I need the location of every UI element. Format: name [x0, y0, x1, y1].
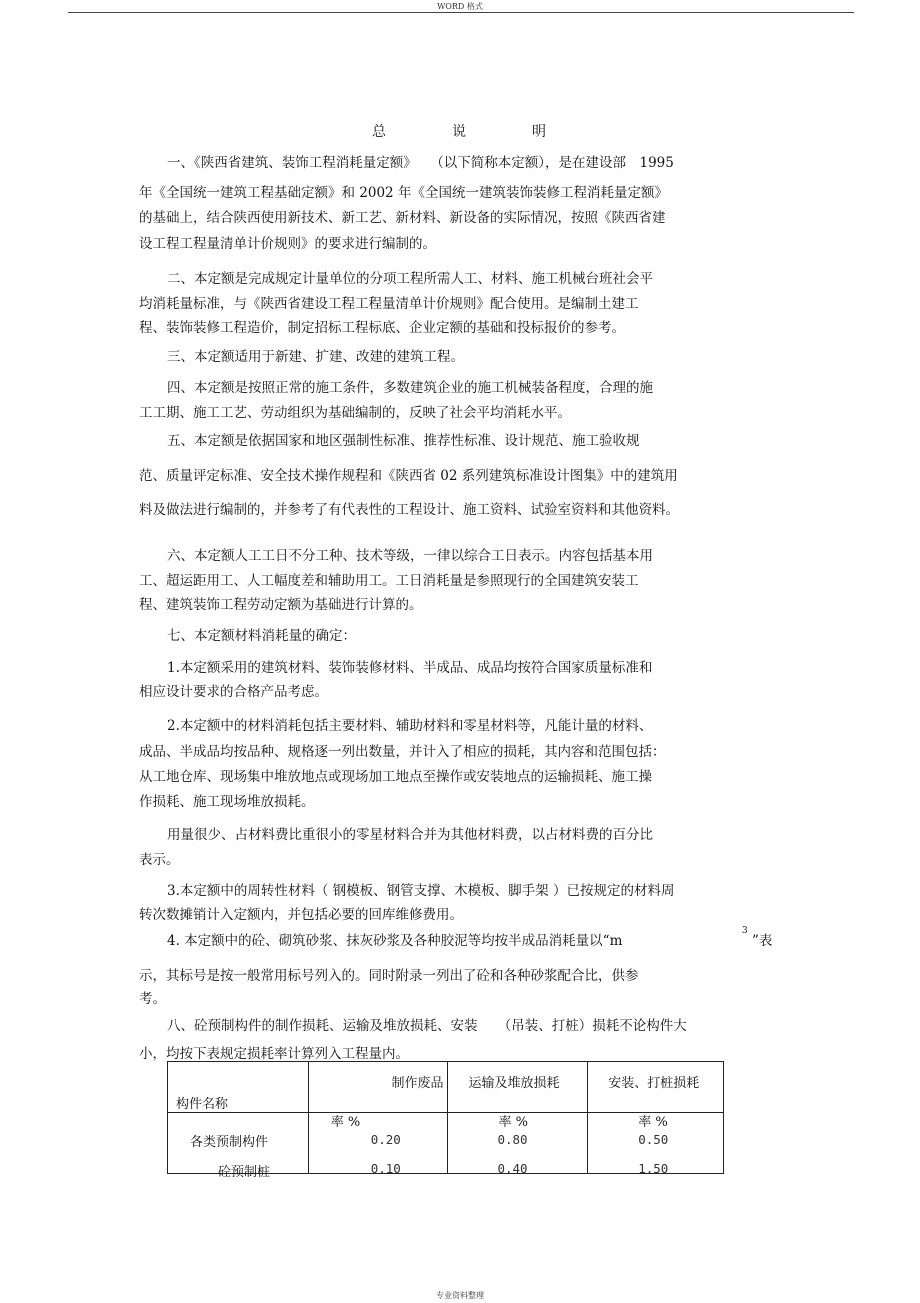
table-cell-value: 0.80 [497, 1132, 528, 1147]
text-line: 表示。 [139, 852, 180, 868]
text-line: 三、本定额适用于新建、扩建、改建的建筑工程。 [167, 349, 464, 365]
text-line: 年《全国统一建筑工程基础定额》和 2002 年《全国统一建筑装饰装修工程消耗量定额》 [139, 185, 668, 201]
table-cell-value: 0.50 [638, 1132, 669, 1147]
text-line: 2.本定额中的材料消耗包括主要材料、辅助材料和零星材料等，凡能计量的材料、 [167, 718, 653, 734]
text-line: 范、质量评定标准、安全技术操作规程和《陕西省 02 系列建筑标准设计图集》中的建筑用 [139, 468, 678, 484]
header-unit: 率 % [330, 1115, 361, 1130]
title-char: 总 [372, 124, 388, 140]
text-line: 转次数摊销计入定额内，并包括必要的回库维修费用。 [139, 907, 463, 923]
table-col-values [588, 1113, 724, 1174]
text-line: 料及做法进行编制的，并参考了有代表性的工程设计、施工资料、试验室资料和其他资料。 [139, 502, 679, 518]
text-line: 示，其标号是按一般常用标号列入的。同时附录一列出了砼和各种砂浆配合比，供参 [139, 968, 639, 984]
header-rule [68, 12, 854, 13]
table-header-cell [588, 1062, 724, 1113]
superscript-3: 3 [742, 926, 748, 936]
text-line: 均消耗量标准，与《陕西省建设工程工程量清单计价规则》配合使用。是编制土建工 [139, 296, 639, 312]
text-line: 工工期、施工工艺、劳动组织为基础编制的，反映了社会平均消耗水平。 [139, 405, 571, 421]
text-line: 成品、半成品均按品种、规格逐一列出数量，并计入了相应的损耗，其内容和范围包括： [139, 744, 666, 760]
table-header-top: 制作废品 [391, 1076, 444, 1091]
text-line-tail: ”表 [752, 933, 773, 949]
table-header-name-cell [168, 1062, 309, 1113]
text-line: 的基础上，结合陕西使用新技术、新工艺、新材料、新设备的实际情况，按照《陕西省建 [139, 210, 666, 226]
text-line: 二、本定额是完成规定计量单位的分项工程所需人工、材料、施工机械台班社会平 [167, 271, 653, 287]
text-line: 相应设计要求的合格产品考虑。 [139, 684, 328, 700]
text-line: 小，均按下表规定损耗率计算列入工程量内。 [139, 1046, 409, 1062]
table-cell-value: 0.10 [370, 1161, 401, 1176]
table-cell-value: 0.20 [370, 1132, 401, 1147]
header-unit: 率 % [638, 1115, 668, 1130]
header-unit: 率 % [498, 1115, 528, 1130]
text-line: 考。 [139, 991, 166, 1007]
table-header-top: 运输及堆放损耗 [468, 1076, 560, 1091]
text-line: 设工程工程量清单计价规则》的要求进行编制的。 [139, 236, 436, 252]
text-line: 3.本定额中的周转性材料（ 钢模板、钢管支撑、木模板、脚手架 ）已按规定的材料周 [167, 883, 675, 899]
text-line: 七、本定额材料消耗量的确定： [167, 628, 356, 644]
table-header-cell [448, 1062, 588, 1113]
table-header-name: 构件名称 [176, 1097, 229, 1112]
table-cell-value: 1.50 [638, 1161, 669, 1176]
table-col-values [308, 1113, 448, 1174]
text-line: 用量很少、占材料费比重很小的零星材料合并为其他材料费，以占材料费的百分比 [167, 827, 653, 843]
text-line: 一、《陕西省建筑、装饰工程消耗量定额》 （以下简称本定额），是在建设部 1995 [167, 155, 674, 171]
text-line: 五、本定额是依据国家和地区强制性标准、推荐性标准、设计规范、施工验收规 [167, 433, 640, 449]
table-col-values [448, 1113, 588, 1174]
table-cell-value: 0.40 [497, 1161, 528, 1176]
loss-rate-table [167, 1061, 724, 1180]
text-line: 程、建筑装饰工程劳动定额为基础进行计算的。 [139, 597, 423, 613]
text-line: 八、砼预制构件的制作损耗、运输及堆放损耗、安装 （吊装、打桩）损耗不论构件大 [167, 1018, 687, 1034]
table-row-names [168, 1113, 309, 1180]
row-name: 各类预制构件 [190, 1135, 269, 1150]
page-footer: 专业资料整理 [436, 1291, 484, 1300]
text-line: 4. 本定额中的砼、砌筑砂浆、抹灰砂浆及各种胶泥等均按半成品消耗量以“m [167, 933, 623, 949]
text-line: 六、本定额人工工日不分工种、技术等级，一律以综合工日表示。内容包括基本用 [167, 548, 653, 564]
title-char: 明 [532, 124, 548, 140]
text-line: 作损耗、施工现场堆放损耗。 [139, 794, 315, 810]
text-line: 程、装饰装修工程造价，制定招标工程标底、企业定额的基础和投标报价的参考。 [139, 320, 625, 336]
text-line: 四、本定额是按照正常的施工条件，多数建筑企业的施工机械装备程度，合理的施 [167, 380, 653, 396]
title-char: 说 [452, 124, 468, 140]
text-line: 1.本定额采用的建筑材料、装饰装修材料、半成品、成品均按符合国家质量标准和 [167, 660, 653, 676]
text-line: 工、超运距用工、人工幅度差和辅助用工。工日消耗量是参照现行的全国建筑安装工 [139, 573, 639, 589]
page-title [0, 121, 920, 141]
table-header-cell [308, 1062, 448, 1113]
text-line: 从工地仓库、现场集中堆放地点或现场加工地点至操作或安装地点的运输损耗、施工操 [139, 769, 652, 785]
row-name: 砼预制桩 [218, 1165, 271, 1180]
page-header: WORD 格式 [437, 2, 483, 11]
table-header-top: 安装、打桩损耗 [608, 1076, 700, 1091]
